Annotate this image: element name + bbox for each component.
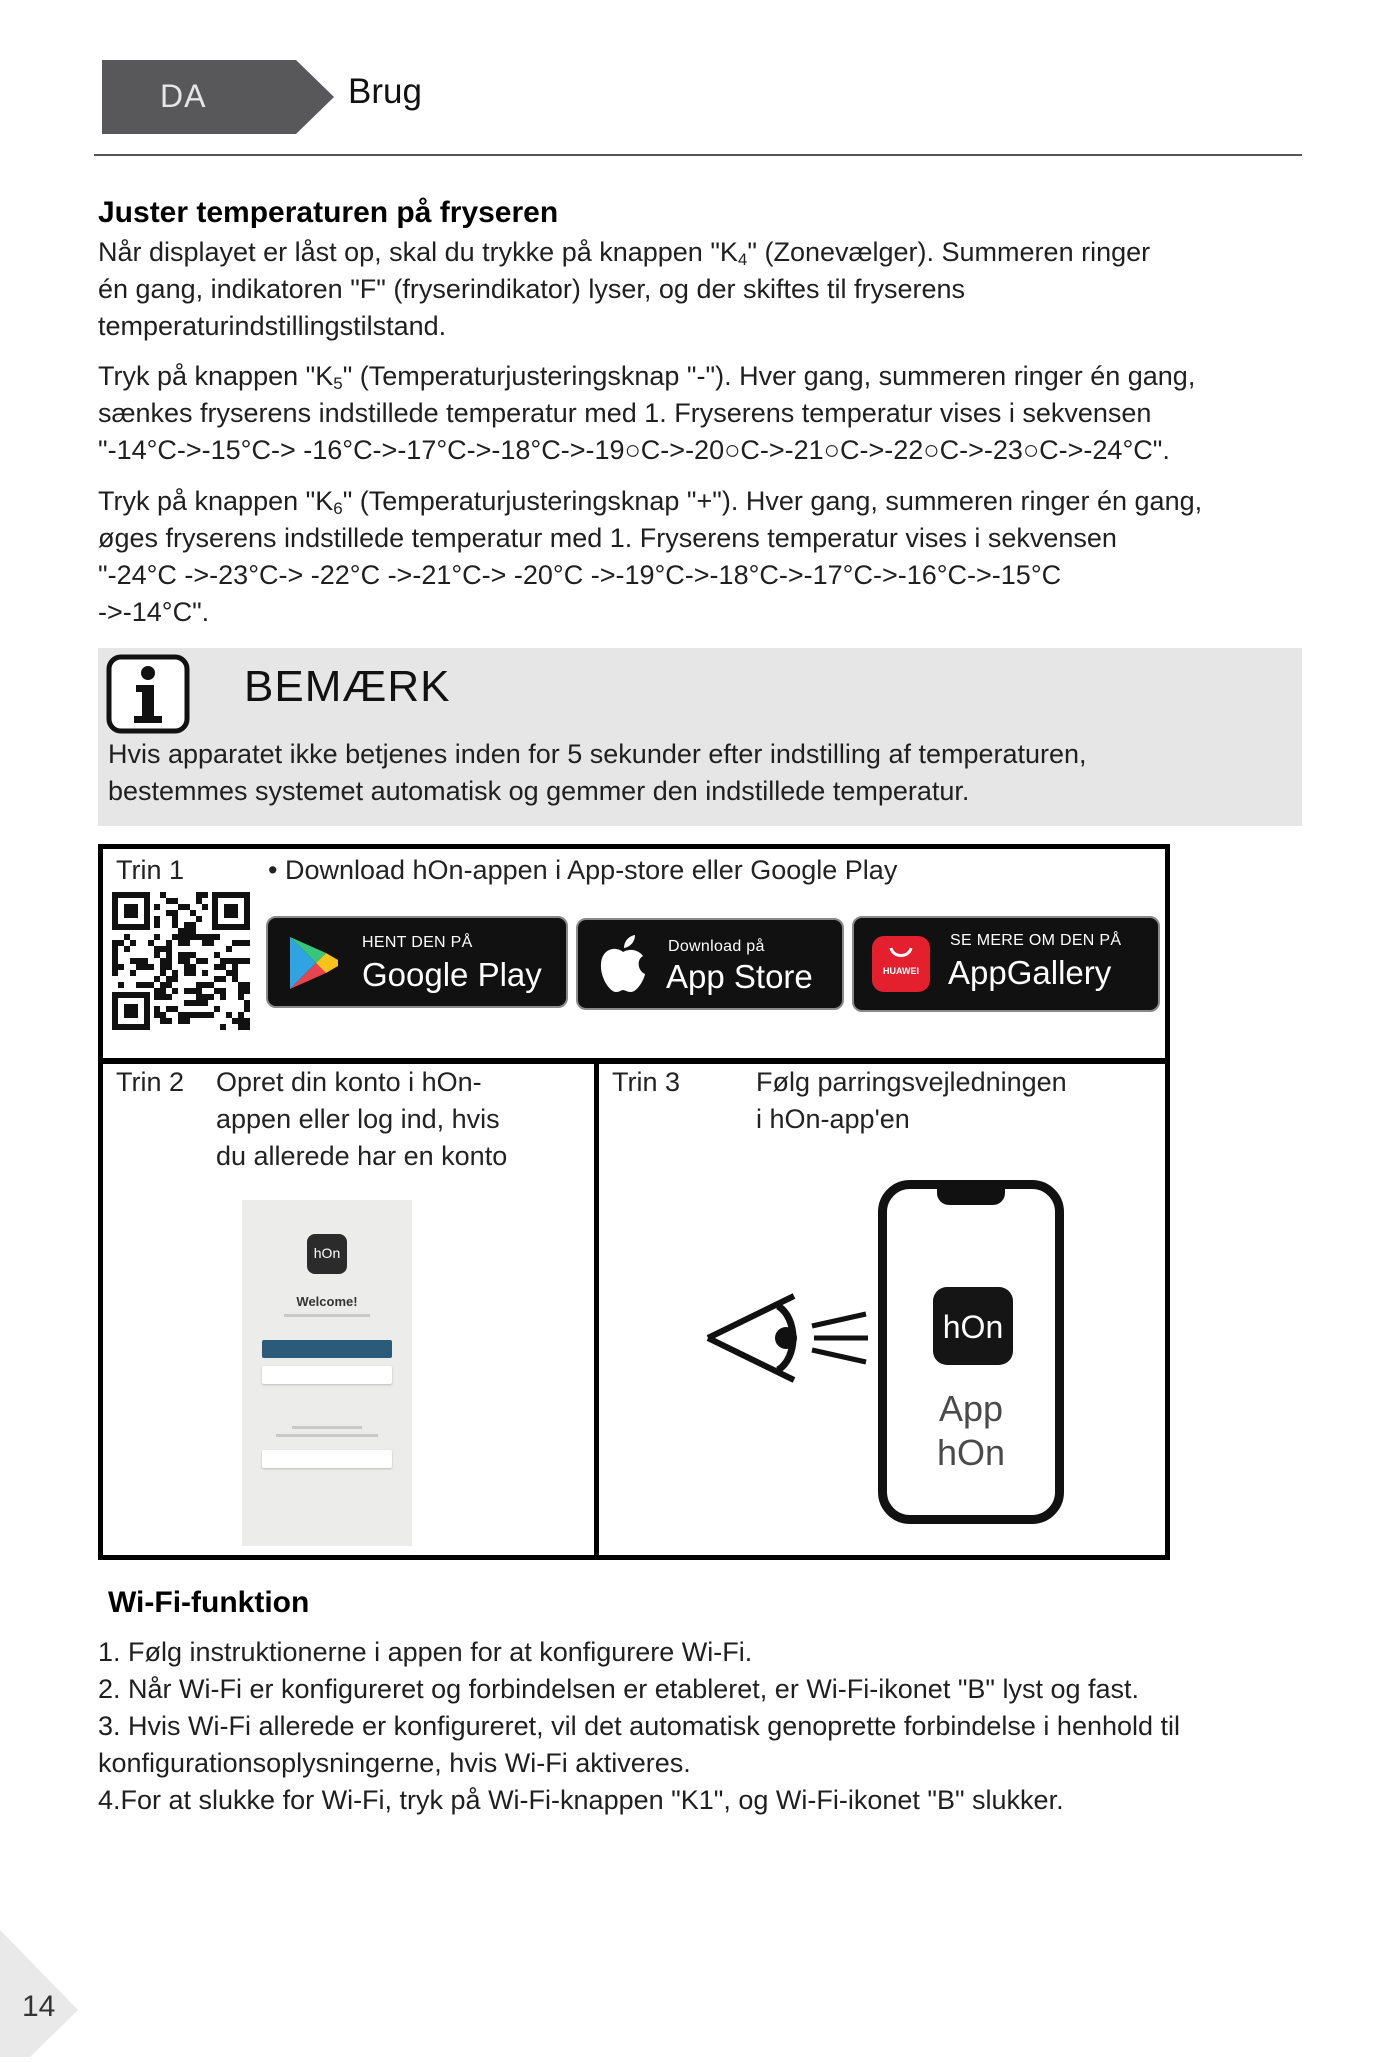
qr-module <box>142 982 148 988</box>
qr-module <box>196 898 202 904</box>
google-play-badge[interactable]: HENT DEN PÅ Google Play <box>266 916 568 1008</box>
qr-module <box>160 946 166 952</box>
qr-module <box>178 958 184 964</box>
qr-module <box>226 970 232 976</box>
step2-label: Trin 2 <box>116 1067 185 1097</box>
qr-module <box>184 958 190 964</box>
qr-module <box>154 994 160 1000</box>
qr-module <box>154 916 160 922</box>
google-play-icon <box>286 934 342 992</box>
qr-module <box>202 970 208 976</box>
qr-module <box>244 940 250 946</box>
note-text: Hvis apparatet ikke betjenes inden for 5 sekunder efter indstilling af temperaturen, bestemmes systemet automatisk og gemmer den indstillede temperatur. <box>108 739 1087 806</box>
qr-module <box>130 958 136 964</box>
qr-module <box>172 970 178 976</box>
qr-module <box>184 940 190 946</box>
freezer-heading: Juster temperaturen på fryseren <box>98 196 559 229</box>
step3-label: Trin 3 <box>612 1067 681 1097</box>
qr-module <box>220 988 226 994</box>
qr-module <box>184 922 190 928</box>
qr-module <box>154 1012 160 1018</box>
wifi-item: 3. Hvis Wi-Fi allerede er konfigureret, vil det automatisk genoprette forbindelse i henhold til <box>98 1711 1181 1741</box>
phone-app-label: App hOn <box>936 1388 1006 1473</box>
qr-module <box>154 922 160 928</box>
phone-illustration <box>878 1180 1064 1524</box>
qr-module <box>136 982 142 988</box>
qr-module <box>238 982 244 988</box>
qr-module <box>190 910 196 916</box>
qr-module <box>238 994 244 1000</box>
qr-module <box>178 1018 184 1024</box>
qr-module <box>112 970 118 976</box>
app-login-screenshot <box>242 1200 412 1546</box>
qr-module <box>112 940 118 946</box>
qr-module <box>184 964 190 970</box>
qr-module <box>214 1006 220 1012</box>
qr-module <box>178 928 184 934</box>
freezer-paragraph-2: Tryk på knappen "$K_5$" (Temperaturjusteringsknap "-"). Hver gang, summeren ringer én gang, sænkes fryserens indstillede temperatur med 1. Fryserens temperatur vises i sekvensen "-14°C->-15°C-> -16°C->-17°C->-18°C->-19○C->-20○C->-21○C->-22○C->-23○C->-24°C". <box>98 361 1196 465</box>
qr-module <box>112 946 118 952</box>
qr-module <box>124 934 130 940</box>
qr-module <box>160 1012 166 1018</box>
qr-module <box>142 958 148 964</box>
qr-module <box>202 1000 208 1006</box>
language-tab <box>102 60 334 134</box>
qr-module <box>154 976 160 982</box>
qr-module <box>202 934 208 940</box>
qr-module <box>112 958 118 964</box>
qr-module <box>166 994 172 1000</box>
qr-module <box>172 910 178 916</box>
qr-module <box>160 958 166 964</box>
qr-module <box>226 1012 232 1018</box>
qr-module <box>214 964 220 970</box>
qr-module <box>202 994 208 1000</box>
qr-module <box>172 898 178 904</box>
qr-module <box>178 952 184 958</box>
qr-module <box>166 952 172 958</box>
qr-module <box>238 1024 244 1030</box>
qr-module <box>118 964 124 970</box>
qr-module <box>232 976 238 982</box>
qr-module <box>202 982 208 988</box>
eye-icon <box>702 1288 872 1393</box>
qr-module <box>166 910 172 916</box>
qr-module <box>196 916 202 922</box>
qr-module <box>232 964 238 970</box>
steps-table-column-divider <box>594 1064 599 1555</box>
qr-module <box>226 958 232 964</box>
qr-module <box>244 1000 250 1006</box>
qr-module <box>160 892 166 898</box>
qr-module <box>184 934 190 940</box>
qr-module <box>244 1006 250 1012</box>
qr-module <box>166 982 172 988</box>
qr-module <box>166 940 172 946</box>
qr-module <box>184 1012 190 1018</box>
qr-module <box>196 1000 202 1006</box>
qr-module <box>202 1012 208 1018</box>
qr-module <box>238 940 244 946</box>
qr-module <box>232 1018 238 1024</box>
wifi-item: konfigurationsoplysningerne, hvis Wi-Fi aktiveres. <box>98 1748 691 1778</box>
sign-in-button[interactable] <box>262 1340 392 1358</box>
qr-module <box>160 994 166 1000</box>
qr-module <box>130 970 136 976</box>
qr-module <box>166 1018 172 1024</box>
qr-module <box>190 928 196 934</box>
qr-module <box>124 946 130 952</box>
qr-module <box>244 1024 250 1030</box>
qr-code[interactable] <box>112 892 250 1035</box>
qr-module <box>148 964 154 970</box>
app-store-badge[interactable]: Download på App Store <box>576 918 844 1010</box>
qr-module <box>232 940 238 946</box>
qr-module <box>196 892 202 898</box>
qr-module <box>178 1012 184 1018</box>
qr-module <box>136 958 142 964</box>
qr-module <box>208 934 214 940</box>
qr-module <box>202 892 208 898</box>
qr-module <box>190 922 196 928</box>
qr-module <box>184 1018 190 1024</box>
step3-text: Følg parringsvejledningen i hOn-app'en <box>756 1067 1067 1134</box>
qr-module <box>196 982 202 988</box>
hon-logo-icon: hOn <box>933 1287 1013 1365</box>
qr-module <box>160 988 166 994</box>
qr-module <box>160 1018 166 1024</box>
qr-module <box>154 946 160 952</box>
qr-module <box>190 964 196 970</box>
qr-module <box>244 988 250 994</box>
qr-module <box>172 988 178 994</box>
qr-module <box>220 1024 226 1030</box>
qr-module <box>196 994 202 1000</box>
wifi-heading: Wi-Fi-funktion <box>108 1586 310 1619</box>
qr-module <box>226 946 232 952</box>
qr-module <box>202 904 208 910</box>
huawei-appgallery-icon: HUAWEI <box>872 936 930 992</box>
qr-module <box>160 970 166 976</box>
qr-module <box>202 958 208 964</box>
qr-module <box>160 982 166 988</box>
qr-module <box>154 988 160 994</box>
qr-module <box>148 982 154 988</box>
qr-module <box>208 1012 214 1018</box>
welcome-text: Welcome! <box>296 1294 358 1309</box>
qr-module <box>172 916 178 922</box>
info-icon <box>106 654 190 739</box>
qr-module <box>208 940 214 946</box>
qr-module <box>154 952 160 958</box>
qr-module <box>238 988 244 994</box>
qr-module <box>184 970 190 976</box>
qr-module <box>130 940 136 946</box>
qr-module <box>214 952 220 958</box>
qr-module <box>166 898 172 904</box>
sign-up-button[interactable] <box>262 1366 392 1384</box>
language-code: DA <box>160 78 207 114</box>
qr-module <box>214 934 220 940</box>
qr-module <box>184 988 190 994</box>
qr-module <box>220 958 226 964</box>
qr-module <box>196 988 202 994</box>
qr-module <box>208 994 214 1000</box>
qr-module <box>190 970 196 976</box>
section-title: Brug <box>348 72 422 111</box>
qr-module <box>208 982 214 988</box>
hon-app-icon: hOn <box>307 1234 347 1274</box>
qr-module <box>184 952 190 958</box>
freezer-paragraph-3: Tryk på knappen "$K_6$" (Temperaturjusteringsknap "+"). Hver gang, summeren ringer én gang, øges fryserens indstillede temperatur med 1. Fryserens temperatur vises i sekvensen "-24°C ->-23°C-> -22°C ->-21°C-> -20°C ->-19°C->-18°C->-17°C->-16°C->-15°C ->-14°C". <box>98 486 1203 627</box>
step1-text: • Download hOn-appen i App-store eller Google Play <box>268 855 898 885</box>
note-box <box>98 648 1302 826</box>
header-divider <box>94 154 1302 156</box>
qr-module <box>196 934 202 940</box>
qr-module <box>112 964 118 970</box>
qr-module <box>148 940 154 946</box>
qr-module <box>196 958 202 964</box>
qr-module <box>220 994 226 1000</box>
qr-module <box>142 964 148 970</box>
qr-module <box>166 958 172 964</box>
qr-module <box>172 1006 178 1012</box>
qr-module <box>154 934 160 940</box>
qr-module <box>220 976 226 982</box>
qr-module <box>184 928 190 934</box>
qr-module <box>136 964 142 970</box>
apple-icon <box>596 934 650 996</box>
step1-label: Trin 1 <box>116 855 185 885</box>
language-tab-arrow-shape <box>102 60 334 134</box>
qr-module <box>238 958 244 964</box>
phone-notch <box>937 1187 1005 1205</box>
qr-module <box>160 964 166 970</box>
qr-module <box>232 958 238 964</box>
qr-module <box>166 976 172 982</box>
qr-module <box>154 904 160 910</box>
qr-module <box>112 952 118 958</box>
wifi-list <box>98 1634 1180 1819</box>
qr-module <box>166 964 172 970</box>
qr-module <box>232 970 238 976</box>
wifi-item: 1. Følg instruktionerne i appen for at konfigurere Wi-Fi. <box>98 1637 753 1667</box>
qr-module <box>190 1000 196 1006</box>
qr-module <box>220 964 226 970</box>
qr-module <box>154 1006 160 1012</box>
qr-module <box>118 940 124 946</box>
wifi-item: 4.For at slukke for Wi-Fi, tryk på Wi-Fi-knappen "K1", og Wi-Fi-ikonet "B" slukker. <box>98 1785 1064 1815</box>
qr-module <box>190 988 196 994</box>
qr-module <box>172 934 178 940</box>
qr-module <box>244 982 250 988</box>
qr-module <box>190 1012 196 1018</box>
qr-module <box>238 1018 244 1024</box>
qr-module <box>172 976 178 982</box>
app-gallery-badge[interactable]: HUAWEI SE MERE OM DEN PÅ AppGallery <box>852 916 1160 1012</box>
page-number: 14 <box>22 1990 56 2023</box>
qr-module <box>190 934 196 940</box>
qr-module <box>184 1000 190 1006</box>
qr-module <box>214 976 220 982</box>
qr-module <box>202 940 208 946</box>
qr-module <box>244 958 250 964</box>
qr-module <box>178 940 184 946</box>
qr-module <box>118 982 124 988</box>
qr-scan-button[interactable] <box>262 1450 392 1468</box>
qr-module <box>238 1012 244 1018</box>
qr-module <box>172 922 178 928</box>
qr-module <box>166 946 172 952</box>
qr-module <box>178 934 184 940</box>
qr-module <box>196 1012 202 1018</box>
qr-module <box>184 904 190 910</box>
qr-module <box>214 988 220 994</box>
qr-module <box>244 1018 250 1024</box>
freezer-paragraph-1: Når displayet er låst op, skal du trykke på knappen "$K_4$" (Zonevælger). Summeren ringer én gang, indikatoren "F" (fryserindikator) lyser, og der skiftes til fryserens temperaturindstillingstilstand. <box>98 237 1151 341</box>
wifi-item: 2. Når Wi-Fi er konfigureret og forbindelsen er etableret, er Wi-Fi-ikonet "B" lyst og fast. <box>98 1674 1140 1704</box>
step2-text: Opret din konto i hOn- appen eller log ind, hvis du allerede har en konto <box>216 1067 508 1171</box>
note-title: BEMÆRK <box>244 662 451 711</box>
qr-module <box>178 904 184 910</box>
qr-module <box>190 952 196 958</box>
qr-module <box>166 1006 172 1012</box>
